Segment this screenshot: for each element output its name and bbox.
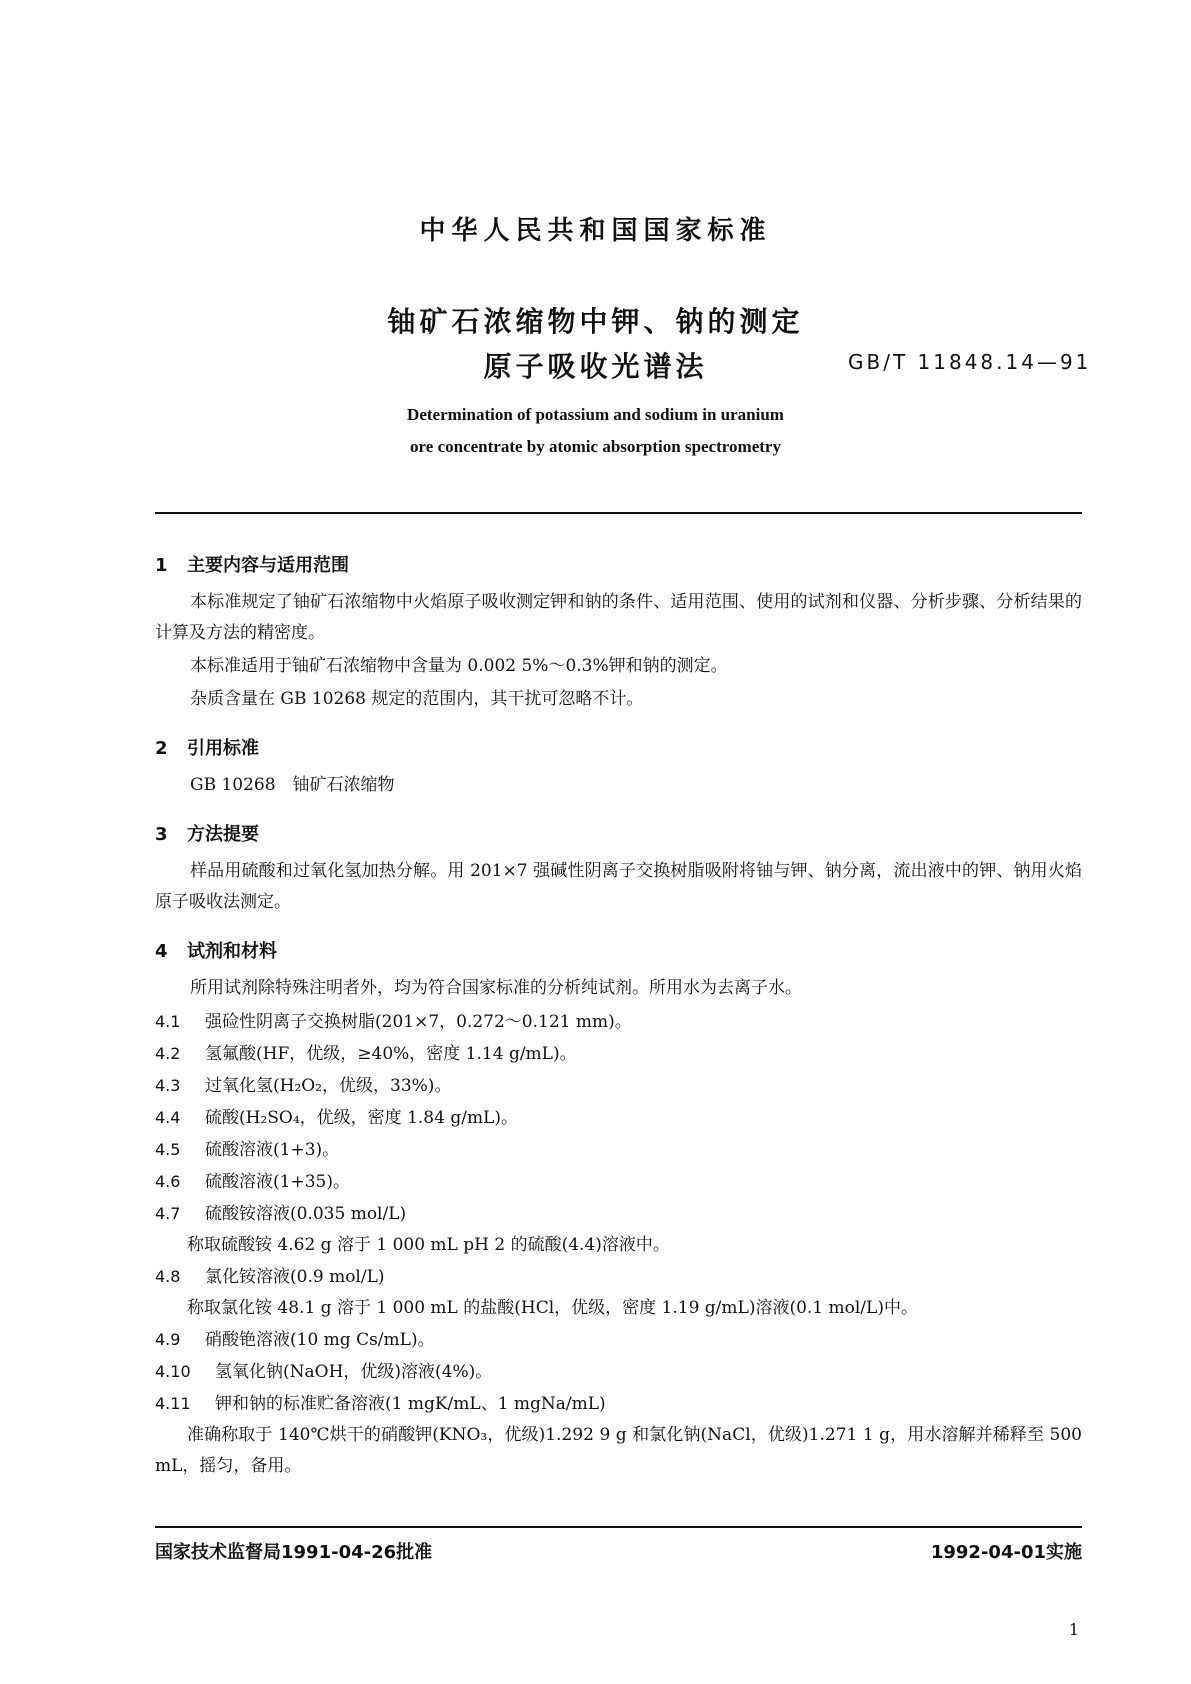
section-number: 1 (155, 555, 168, 576)
reference-standard: GB 10268 铀矿石浓缩物 (190, 775, 395, 795)
list-item (155, 1198, 1082, 1230)
item-number: 4.2 (155, 1044, 181, 1063)
item-text: 强硷性阴离子交换树脂(201×7，0.272～0.121 mm)。 (205, 1012, 632, 1032)
section-title: 方法提要 (187, 824, 259, 845)
item-number: 4.7 (155, 1204, 181, 1223)
item-text: 硝酸铯溶液(10 mg Cs/mL)。 (205, 1330, 435, 1350)
page-number: 1 (1068, 1620, 1079, 1639)
list-item (155, 1166, 1082, 1198)
item-text: 硫酸溶液(1+35)。 (205, 1172, 350, 1192)
title-chinese-line1: 铀矿石浓缩物中钾、钠的测定 (387, 305, 804, 338)
national-standard-heading: 中华人民共和国国家标准 (419, 216, 772, 246)
list-item (155, 1134, 1082, 1166)
item-text: 氢氧化钠(NaOH，优级)溶液(4%)。 (215, 1362, 493, 1382)
item-text: 硫酸溶液(1+3)。 (205, 1140, 340, 1160)
title-chinese-line2: 原子吸收光谱法 (483, 350, 708, 383)
paragraph: 所用试剂除特殊注明者外，均为符合国家标准的分析纯试剂。所用水为去离子水。 (190, 978, 802, 998)
item-detail: 称取氯化铵 48.1 g 溶于 1 000 mL 的盐酸(HCl，优级，密度 1.19 g/mL)溶液(0.1 mol/L)中。 (187, 1298, 918, 1318)
section-number: 2 (155, 738, 168, 759)
standard-code: GB/T 11848.14—91 (848, 350, 1092, 374)
footer-divider (155, 1526, 1082, 1528)
item-text: 硫酸(H₂SO₄，优级，密度 1.84 g/mL)。 (205, 1108, 518, 1128)
item-number: 4.10 (155, 1362, 191, 1381)
section-2-heading (155, 733, 1082, 764)
section-1-heading (155, 550, 1082, 581)
header-divider (155, 512, 1082, 514)
item-number: 4.6 (155, 1172, 181, 1191)
title-english-line1: Determination of potassium and sodium in uranium (407, 405, 784, 424)
list-item (155, 1070, 1082, 1102)
section-number: 4 (155, 941, 168, 962)
section-4-heading (155, 936, 1082, 967)
paragraph: 本标准适用于铀矿石浓缩物中含量为 0.002 5%～0.3%钾和钠的测定。 (190, 656, 728, 676)
item-detail: 准确称取于 140℃烘干的硝酸钾(KNO₃，优级)1.292 9 g 和氯化钠(NaCl，优级)1.271 1 g，用水溶解并稀释至 500 mL，摇匀，备用。 (155, 1425, 1082, 1476)
approval-date: 国家技术监督局1991-04-26批准 (155, 1542, 433, 1563)
list-item (155, 1324, 1082, 1356)
section-3-heading (155, 819, 1082, 850)
item-number: 4.9 (155, 1330, 181, 1349)
effective-date: 1992-04-01实施 (930, 1542, 1082, 1563)
item-text: 氢氟酸(HF，优级，≥40%，密度 1.14 g/mL)。 (205, 1044, 577, 1064)
paragraph: 样品用硫酸和过氧化氢加热分解。用 201×7 强碱性阴离子交换树脂吸附将铀与钾、钠分离，流出液中的钾、钠用火焰原子吸收法测定。 (155, 861, 1082, 912)
list-item (155, 1356, 1082, 1388)
list-item (155, 1006, 1082, 1038)
item-text: 硫酸铵溶液(0.035 mol/L) (205, 1204, 407, 1224)
item-number: 4.1 (155, 1012, 181, 1031)
document-body (155, 542, 1082, 1482)
list-item (155, 1038, 1082, 1070)
item-number: 4.5 (155, 1140, 181, 1159)
section-title: 试剂和材料 (187, 941, 277, 962)
item-number: 4.3 (155, 1076, 181, 1095)
item-number: 4.11 (155, 1394, 191, 1413)
section-number: 3 (155, 824, 168, 845)
item-number: 4.4 (155, 1108, 181, 1127)
list-item (155, 1102, 1082, 1134)
section-title: 主要内容与适用范围 (187, 555, 349, 576)
item-text: 钾和钠的标准贮备溶液(1 mgK/mL、1 mgNa/mL) (215, 1394, 606, 1414)
item-text: 过氧化氢(H₂O₂，优级，33%)。 (205, 1076, 452, 1096)
paragraph: 杂质含量在 GB 10268 规定的范围内，其干扰可忽略不计。 (190, 689, 644, 709)
section-title: 引用标准 (187, 738, 259, 759)
item-detail: 称取硫酸铵 4.62 g 溶于 1 000 mL pH 2 的硫酸(4.4)溶液中。 (187, 1235, 670, 1255)
paragraph: 本标准规定了铀矿石浓缩物中火焰原子吸收测定钾和钠的条件、适用范围、使用的试剂和仪器、分析步骤、分析结果的计算及方法的精密度。 (155, 592, 1082, 643)
item-number: 4.8 (155, 1267, 181, 1286)
title-english-line2: ore concentrate by atomic absorption spectrometry (410, 437, 781, 456)
item-text: 氯化铵溶液(0.9 mol/L) (205, 1267, 385, 1287)
list-item (155, 1261, 1082, 1293)
list-item (155, 1388, 1082, 1420)
